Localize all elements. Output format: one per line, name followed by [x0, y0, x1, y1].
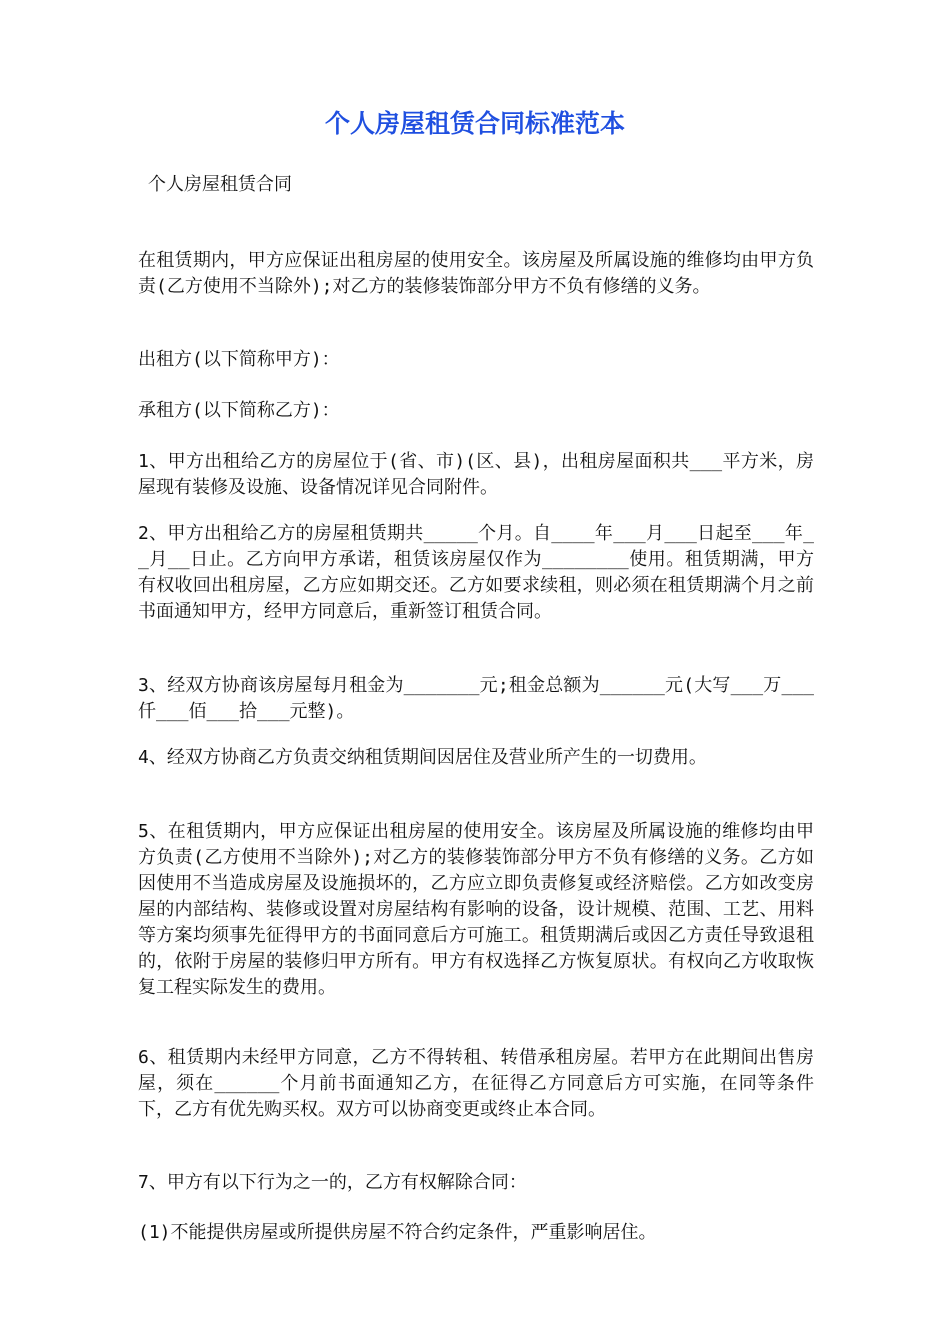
paragraph-lessee: 承租方(以下简称乙方)： [138, 400, 340, 421]
clause-7-item-1: (1)不能提供房屋或所提供房屋不符合约定条件，严重影响居住。 [138, 1222, 657, 1243]
paragraph-lessor: 出租方(以下简称甲方)： [138, 349, 340, 370]
clause-2: 2、甲方出租给乙方的房屋租赁期共_____个月。自____年___月___日起至___年__月__日止。乙方向甲方承诺，租赁该房屋仅作为________使用。租赁期满，甲方有权收回出租房屋，乙方应如期交还。乙方如要求续租，则必须在租赁期满个月之前书面通知甲方，经甲方同意后，重新签订租赁合同。 [138, 523, 814, 622]
clause-1: 1、甲方出租给乙方的房屋位于(省、市)(区、县)，出租房屋面积共___平方米，房屋现有装修及设施、设备情况详见合同附件。 [138, 451, 814, 498]
clause-6: 6、租赁期内未经甲方同意，乙方不得转租、转借承租房屋。若甲方在此期间出售房屋，须在______个月前书面通知乙方，在征得乙方同意后方可实施，在同等条件下，乙方有优先购买权。双方可以协商变更或终止本合同。 [138, 1047, 814, 1120]
paragraph-intro: 在租赁期内，甲方应保证出租房屋的使用安全。该房屋及所属设施的维修均由甲方负责(乙方使用不当除外);对乙方的装修装饰部分甲方不负有修缮的义务。 [138, 250, 814, 297]
clause-7: 7、甲方有以下行为之一的，乙方有权解除合同： [138, 1172, 527, 1193]
contract-subtitle: 个人房屋租赁合同 [148, 174, 292, 195]
clause-4: 4、经双方协商乙方负责交纳租赁期间因居住及营业所产生的一切费用。 [138, 747, 707, 768]
clause-3: 3、经双方协商该房屋每月租金为_______元;租金总额为______元(大写___万___仟___佰___拾___元整)。 [138, 675, 814, 722]
clause-5: 5、在租赁期内，甲方应保证出租房屋的使用安全。该房屋及所属设施的维修均由甲方负责(乙方使用不当除外);对乙方的装修装饰部分甲方不负有修缮的义务。乙方如因使用不当造成房屋及设施损坏的，乙方应立即负责修复或经济赔偿。乙方如改变房屋的内部结构、装修或设置对房屋结构有影响的设备，设计规模、范围、工艺、用料等方案均须事先征得甲方的书面同意后方可施工。租赁期满后或因乙方责任导致退租的，依附于房屋的装修归甲方所有。甲方有权选择乙方恢复原状。有权向乙方收取恢复工程实际发生的费用。 [138, 821, 814, 998]
document-title: 个人房屋租赁合同标准范本 [324, 109, 625, 138]
